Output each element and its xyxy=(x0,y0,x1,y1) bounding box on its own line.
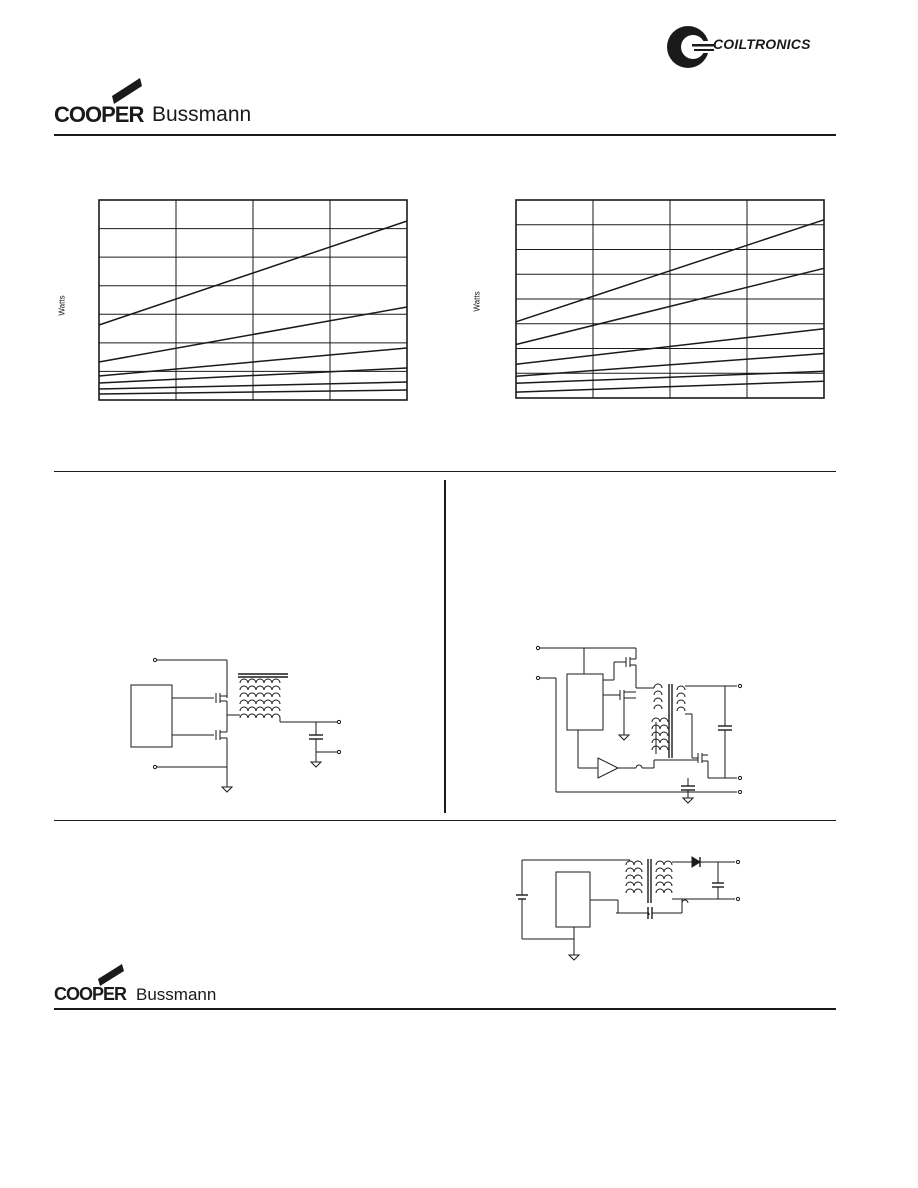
coiltronics-wordmark: COILTRONICS xyxy=(713,36,811,52)
section-rule-2 xyxy=(54,820,836,821)
cooper-bussmann-logo xyxy=(54,78,284,128)
footer-rule xyxy=(54,1008,836,1010)
footer-logo xyxy=(54,964,254,1006)
coiltronics-swirl-icon xyxy=(666,24,714,70)
terminal xyxy=(738,776,741,779)
terminal xyxy=(536,676,539,679)
terminal xyxy=(337,750,340,753)
brand-cooper: COOPER xyxy=(54,102,144,127)
terminal xyxy=(736,860,739,863)
terminal xyxy=(153,658,156,661)
coiltronics-logo xyxy=(666,24,836,70)
brand-bussmann: Bussmann xyxy=(152,103,252,126)
forward-converter-schematic xyxy=(532,640,752,810)
terminal xyxy=(738,790,741,793)
chart-left xyxy=(98,199,408,401)
section-rule-1 xyxy=(54,471,836,472)
header-rule xyxy=(54,134,836,136)
controller-ic xyxy=(556,872,590,927)
terminal xyxy=(736,897,739,900)
chart-right-ylabel: Watts xyxy=(472,291,482,312)
column-divider xyxy=(444,480,446,813)
footer-brand-bussmann: Bussmann xyxy=(136,985,217,1004)
push-pull-schematic xyxy=(130,655,350,795)
terminal xyxy=(153,765,156,768)
chart-left-ylabel: Watts xyxy=(57,295,67,316)
flyback-schematic xyxy=(516,855,746,965)
terminal xyxy=(536,646,539,649)
terminal xyxy=(738,684,741,687)
footer-brand-cooper: COOPER xyxy=(54,984,127,1004)
controller-ic xyxy=(567,674,603,730)
diode xyxy=(692,857,700,867)
error-amplifier xyxy=(598,758,618,778)
logo-slash-icon xyxy=(112,78,152,104)
logo-slash-icon xyxy=(98,964,132,986)
chart-right xyxy=(515,199,825,399)
terminal xyxy=(337,720,340,723)
controller-ic xyxy=(131,685,172,747)
